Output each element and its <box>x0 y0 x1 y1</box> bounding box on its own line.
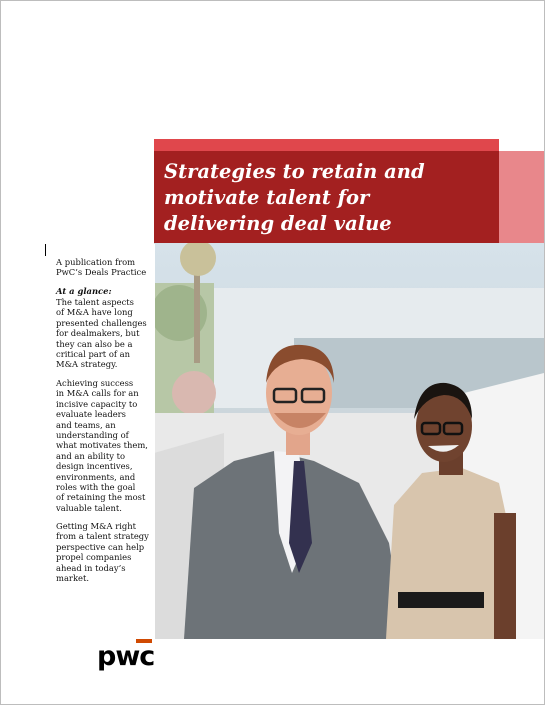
cover-photo <box>154 243 544 639</box>
sidebar-paragraph-1: The talent aspects of M&A have long presented challenges for dealmakers, but they can also be a critical part of an M&A strategy. <box>56 297 147 370</box>
sidebar-paragraph-3: Getting M&A right from a talent strategy perspective can help propel companies ahead in today’s market. <box>56 521 149 584</box>
sidebar-rule <box>45 244 46 256</box>
page-title: Strategies to retain and motivate talent for delivering deal value <box>164 160 425 235</box>
title-side-panel <box>499 151 544 243</box>
sidebar-paragraph-2: Achieving success in M&A calls for an incisive capacity to evaluate leaders and teams, an understanding of what motivates them, and an ability to design incentives, environments, and roles with the goal of retaining the most valuable talent. <box>56 378 148 513</box>
cover-photo-illustration <box>154 243 544 639</box>
publication-credit: A publication from PwC’s Deals Practice <box>56 257 147 278</box>
at-a-glance-heading: At a glance: <box>56 286 112 296</box>
pwc-logo: pwc <box>97 641 155 672</box>
title-accent-band <box>154 139 499 151</box>
title-block <box>154 151 499 243</box>
